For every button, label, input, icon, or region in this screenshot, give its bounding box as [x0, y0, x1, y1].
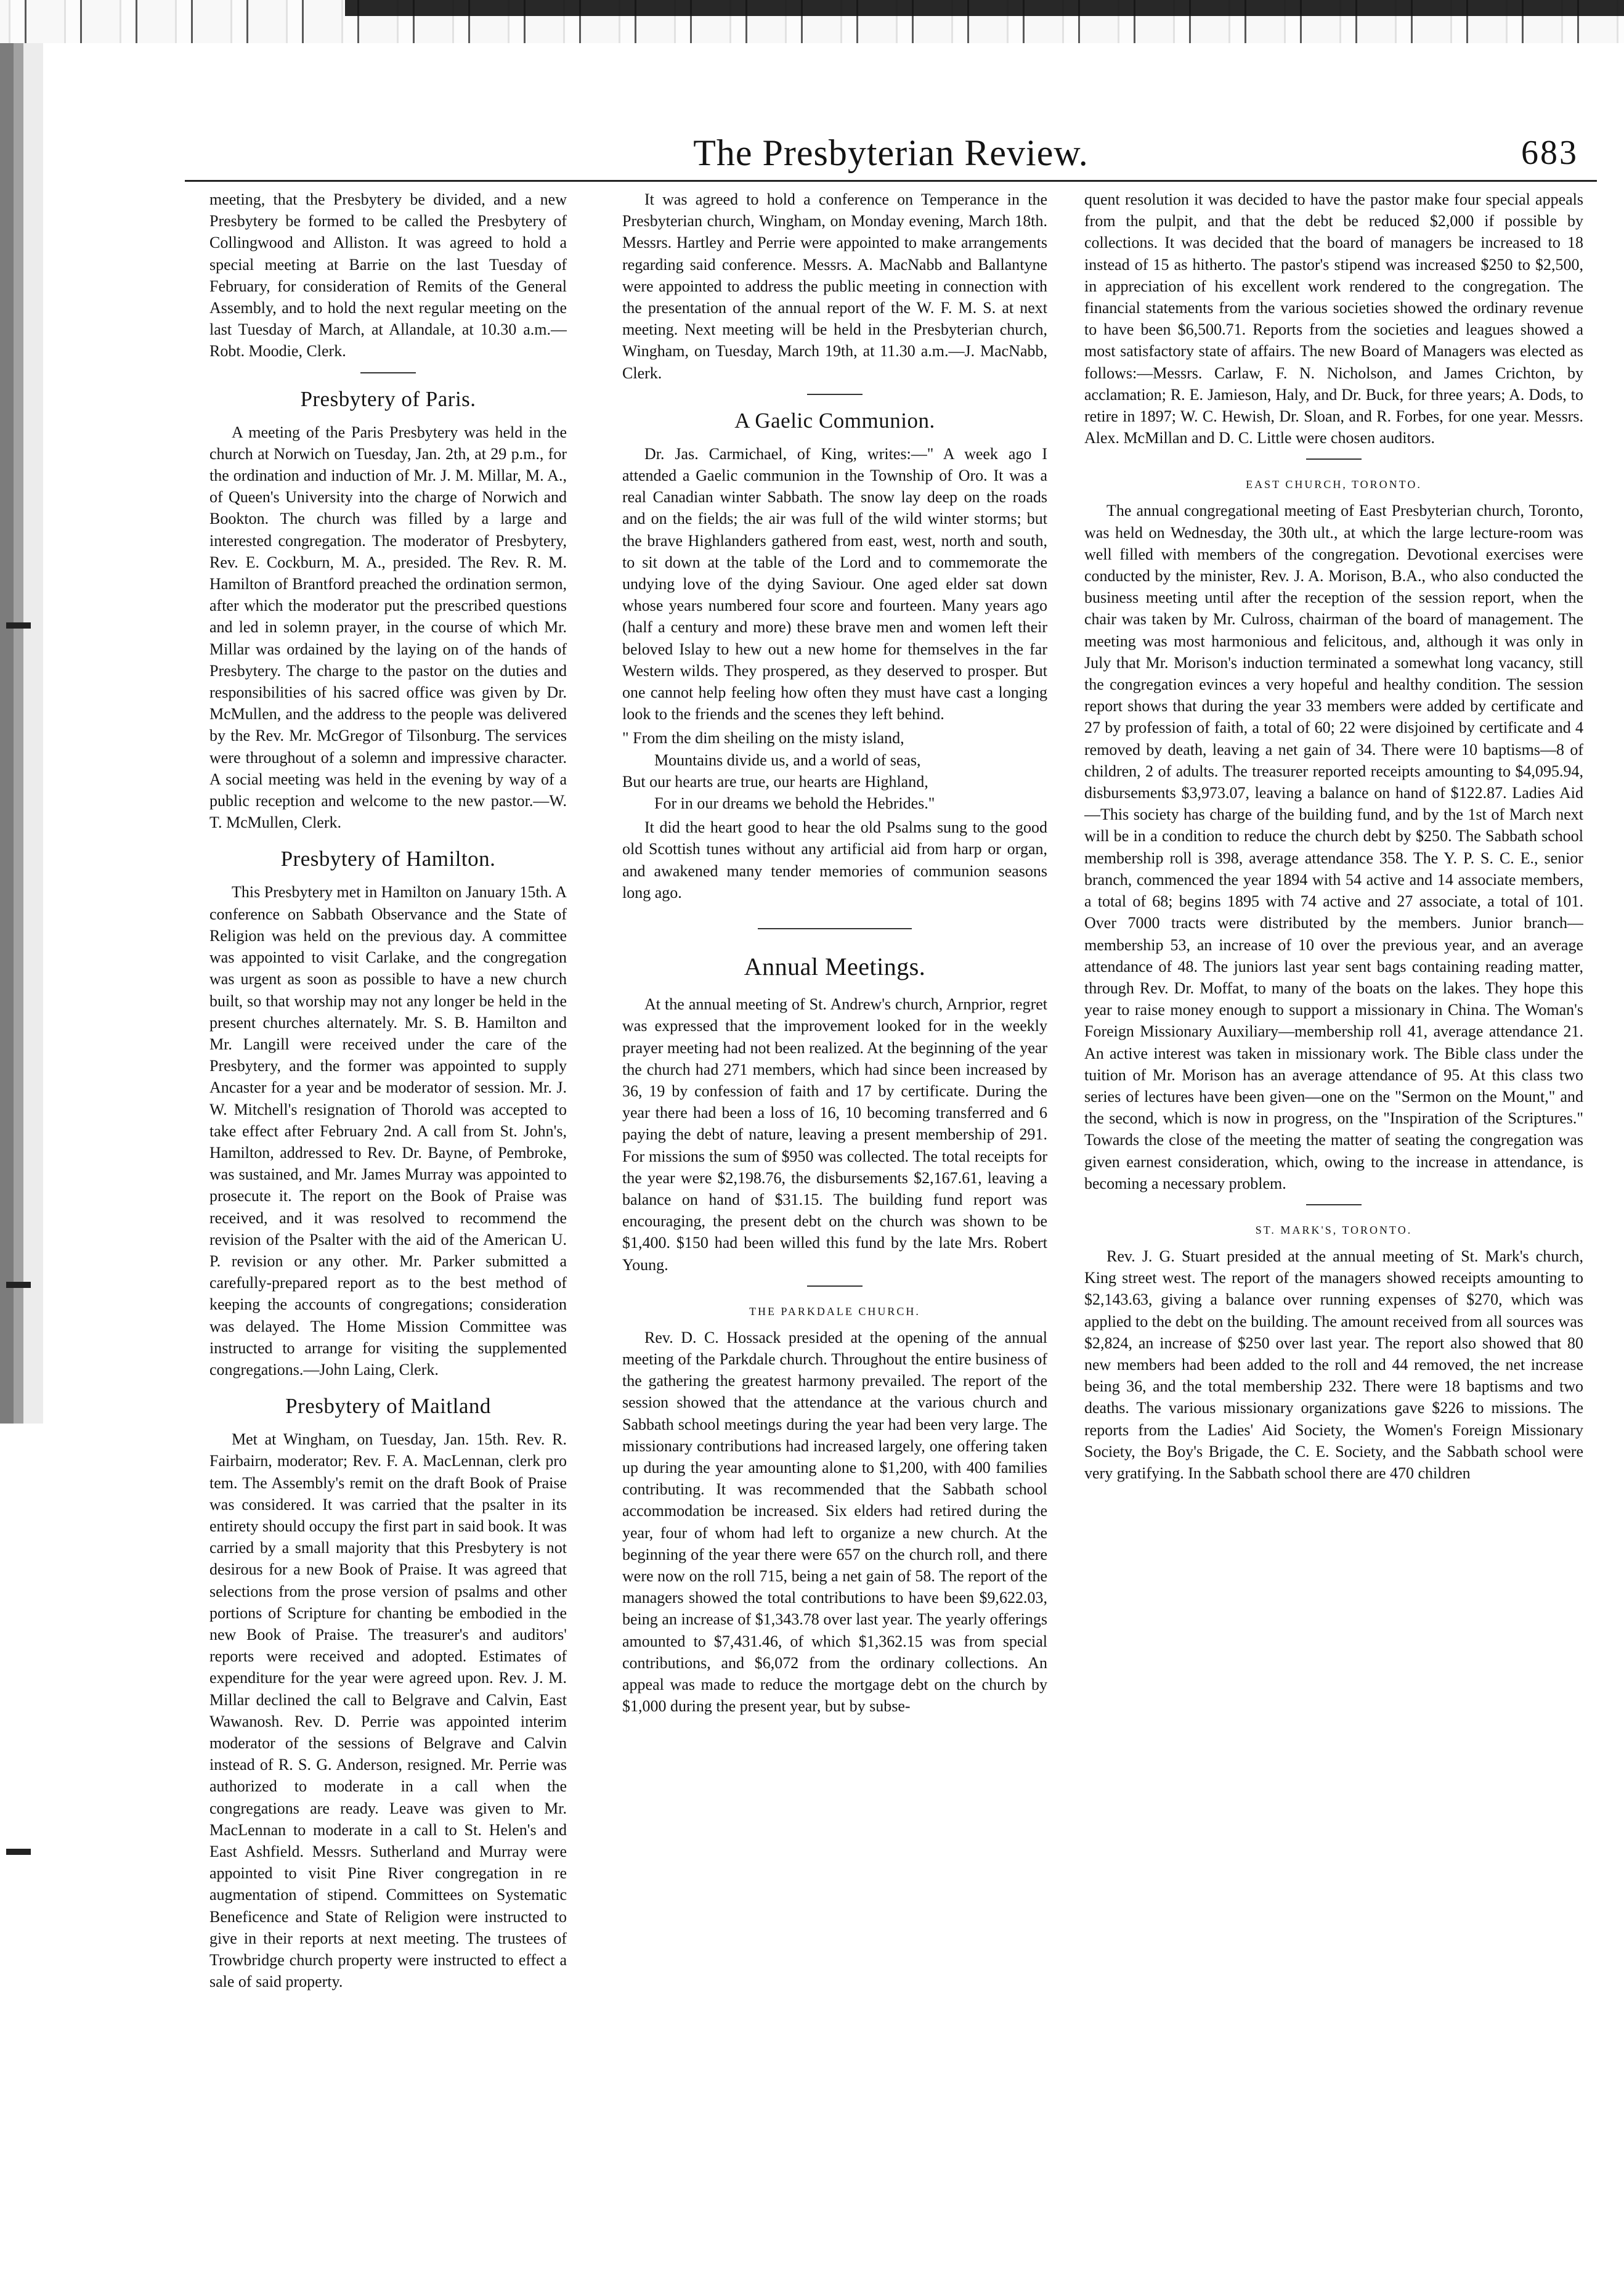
paragraph: It was agreed to hold a conference on Temperance in the Presbyterian church, Wingham, on Monday evening, March 18th. Messrs. Hartley and Perrie were appointed to make arrangements regarding said conference. Messrs. A. MacNabb and Ballantyne were appointed to address the public meeting in connection with the presentation of the annual report of the W. F. M. S. at next meeting. Next meeting will be held in the Presbyterian church, Wingham, on Tuesday, March 19th, at 11.30 a.m.—J. MacNabb, Clerk.	[622, 190, 1047, 382]
column-2	[622, 189, 1047, 2234]
poem	[622, 727, 1047, 814]
section-divider	[807, 394, 863, 395]
page-number: 683	[1521, 134, 1578, 172]
subheading-st-marks: ST. MARK'S, TORONTO.	[1255, 1223, 1413, 1236]
section-heading-annual: Annual Meetings.	[744, 953, 926, 981]
poem-line: For in our dreams we behold the Hebrides."	[654, 794, 935, 813]
section-heading-gaelic: A Gaelic Communion.	[734, 408, 935, 433]
scan-mark	[6, 622, 31, 629]
section-divider	[1306, 458, 1362, 460]
paragraph: At the annual meeting of St. Andrew's church, Arnprior, regret was expressed that the improvement looked for in the weekly prayer meeting had not been realized. At the beginning of the year the church had 271 members, which had since been increased by 36, 19 by confession of faith and 17 by certificate. During the year there had been a loss of 16, 10 becoming transferred and 6 paying the debt of nature, leaving a present membership of 291. For missions the sum of $950 was collected. The total receipts for the year were $2,198.76, the disbursements $2,167.61, leaving a balance on hand of $31.15. The building fund report was encouraging, the present debt on the church was shown to be $1,400. $150 had been willed this fund by the late Mrs. Robert Young.	[622, 995, 1047, 1274]
paragraph: Dr. Jas. Carmichael, of King, writes:—" A week ago I attended a Gaelic communion in the Township of Oro. It was a real Canadian winter Sabbath. The snow lay deep on the roads and on the fields; the air was full of the wild winter storms; but the brave Highlanders gathered from east, west, north and south, to sit down at the table of the Lord and to commemorate the undying love of the dying Saviour. One aged elder sat down whose years numbered four score and fourteen. Many years ago (half a century and more) these brave men and women left their beloved Islay to hew out a new home for themselves in the far Western wilds. They prospered, as they deserved to prosper. But one cannot help feeling how often they must have cast a longing look to the friends and the scenes they left behind.	[622, 444, 1047, 723]
section-divider	[360, 372, 416, 373]
section-heading-hamilton: Presbytery of Hamilton.	[280, 847, 496, 871]
scan-edge-band	[345, 0, 1624, 16]
column-1	[209, 189, 567, 2234]
scan-mark	[6, 1282, 31, 1288]
page-header	[185, 128, 1597, 177]
paragraph: quent resolution it was decided to have the pastor make four special appeals from the pulpit, and that the debt be reduced $2,000 if possible by collections. It was decided that the board of managers be increased to 18 instead of 15 as hitherto. The pastor's stipend was increased $250 to $2,500, in appreciation of his excellent work rendered to the congregation. The financial statements from the various societies showed the ordinary revenue to have been $6,500.71. Reports from the societies and leagues showed a most satisfactory state of affairs. The new Board of Managers was elected as follows:—Messrs. Carlaw, F. N. Nicholson, and James Crichton, by acclamation; R. E. Jamieson, Haly, and Dr. Buck, for three years; A. Dods, to retire in 1897; W. C. Hewish, Dr. Sloan, and R. Forbes, for one year. Messrs. Alex. McMillan and D. C. Little were chosen auditors.	[1084, 190, 1583, 447]
column-3	[1084, 189, 1583, 2234]
section-heading-maitland: Presbytery of Maitland	[285, 1394, 491, 1419]
header-rule	[185, 180, 1597, 182]
section-divider	[1306, 1204, 1362, 1205]
paragraph: This Presbytery met in Hamilton on January 15th. A conference on Sabbath Observance and the State of Religion was held on the previous day. A committee was appointed to visit Carlake, and the congregation was urgent as soon as possible to have a new church built, so that worship may not any longer be held in the present churches alternately. Mr. S. B. Hamilton and Mr. Langill were received under the care of the Presbytery, and the former was appointed to supply Ancaster for a year and be moderator of session. Mr. J. W. Mitchell's resignation of Thorold was accepted to take effect after February 2nd. A call from St. John's, Hamilton, addressed to Rev. Dr. Bayne, of Pembroke, was sustained, and Mr. James Murray was appointed to prosecute it. The report on the Book of Praise was received, and it was resolved to recommend the revision of the Psalter with the aid of the American U. P. revision or any other. Mr. Parker submitted a carefully-prepared report as to the best method of keeping the accounts of congregations; consideration was delayed. The Home Mission Committee was instructed to arrange for visiting the supplemented congregations.—John Laing, Clerk.	[209, 883, 567, 1379]
paragraph: A meeting of the Paris Presbytery was held in the church at Norwich on Tuesday, Jan. 2th, at 29 p.m., for the ordination and induction of Mr. J. M. Millar, M. A., of Queen's University into the charge of Norwich and Bookton. The church was filled by a large and interested congregation. The moderator of Presbytery, Rev. E. Cockburn, M. A., presided. The Rev. R. M. Hamilton of Brantford preached the ordination sermon, after which the moderator put the prescribed questions and led in solemn prayer, in the course of which Mr. Millar was ordained by the laying on of the hands of Presbytery. The charge to the pastor on the duties and responsibilities of his sacred office was given by Dr. McMullen, and the address to the people was delivered by the Rev. Mr. McGregor of Tilsonburg. The services were throughout of a solemn and impressive character. A social meeting was held in the evening by way of a public reception and welcome to the new pastor.—W. T. McMullen, Clerk.	[209, 423, 567, 832]
section-heading-paris: Presbytery of Paris.	[300, 386, 476, 411]
paragraph: It did the heart good to hear the old Psalms sung to the good old Scottish tunes without any artificial aid from harp or organ, and awakened many tender memories of communion seasons long ago.	[622, 818, 1047, 902]
scan-mark	[6, 1849, 31, 1855]
poem-line: " From the dim sheiling on the misty island,	[622, 729, 904, 748]
paragraph: The annual congregational meeting of East Presbyterian church, Toronto, was held on Wednesday, the 30th ult., at which the large lecture-room was well filled with members of the congregation. Devotional exercises were conducted by the minister, Rev. J. A. Morison, B.A., who also conducted the business meeting until after the reception of the session report, when the chair was taken by Mr. Culross, chairman of the board of management. The meeting was most harmonious and felicitous, and, although it was only in July that Mr. Morison's induction terminated a somewhat long vacancy, still the congregation evinces a very hopeful and healthy condition. The session report shows that during the year 33 members were added by certificate and 27 by profession of faith, a total of 60; 22 were disjoined by certificate and 4 removed by death, leaving a net gain of 34. There were 10 baptisms—8 of children, 2 of adults. The treasurer reported receipts amounting to $4,095.94, disbursements $3,973.07, leaving a balance on hand of $122.87. Ladies Aid—This society has charge of the building fund, and by the 1st of March next will be in a condition to reduce the church debt by $250. The Sabbath school membership roll is 398, average attendance 358. The Y. P. S. C. E., senior branch, commenced the year 1894 with 54 active and 14 associate members, a total of 68; begins 1895 with 74 active and 27 associate, a total of 101. Over 7000 tracts were distributed by the members. Junior branch—membership 53, an increase of 10 over the previous year, and an average attendance of 48. The juniors last year sent bags containing reading matter, through Rev. Dr. Moffat, to many of the boats on the lakes. They hope this year to raise money enough to support a missionary in China. The Woman's Foreign Missionary Auxiliary—membership roll 41, average attendance 21. An active interest was taken in missionary work. The Bible class under the tuition of Mr. Morison has an average attendance of 95. At this class two series of lectures have been given—one on the "Sermon on the Mount," and the second, which is now in progress, on the "Inspiration of the Scriptures." Towards the close of the meeting the matter of seating the congregation was given earnest consideration, which, owing to the increase in attendance, is becoming a necessary problem.	[1084, 502, 1583, 1192]
subheading-east-church: EAST CHURCH, TORONTO.	[1246, 478, 1422, 491]
section-divider	[807, 1285, 863, 1287]
subheading-parkdale: THE PARKDALE CHURCH.	[749, 1305, 920, 1318]
paragraph: Rev. J. G. Stuart presided at the annual meeting of St. Mark's church, King street west. The report of the managers showed receipts amounting to $2,143.63, giving a balance over running expenses of $270, which was applied to the debt on the building. The amount received from all sources was $2,824, an increase of $250 over last year. The report also showed that 80 new members had been added to the roll and 44 removed, the net increase being 36, and the total membership 232. There were 18 baptisms and two deaths. The various missionary organizations gave $226 to missions. The reports from the Ladies' Aid Society, the Women's Foreign Missionary Society, the Boy's Brigade, the C. E. Society, and the Sabbath school were very gratifying. In the Sabbath school there are 470 children	[1084, 1247, 1583, 1482]
poem-line: Mountains divide us, and a world of seas,	[654, 751, 921, 769]
page-title: The Presbyterian Review.	[693, 132, 1089, 173]
paragraph: Met at Wingham, on Tuesday, Jan. 15th. Rev. R. Fairbairn, moderator; Rev. F. A. MacLennan, clerk pro tem. The Assembly's remit on the draft Book of Praise was considered. It was carried that the psalter in its entirety should occupy the first part in said book. It was carried by a small majority that this Presbytery is not desirous for a new Book of Praise. It was agreed that selections from the prose version of psalms and other portions of Scripture for chanting be embodied in the new Book of Praise. The treasurer's and auditors' reports were received and adopted. Estimates of expenditure for the year were agreed upon. Rev. J. M. Millar declined the call to Belgrave and Calvin, East Wawanosh. Rev. D. Perrie was appointed interim moderator of the sessions of Belgrave and Calvin instead of R. S. G. Anderson, resigned. Mr. Perrie was authorized to moderate in a call when the congregations are ready. Leave was given to Mr. MacLennan to moderate in a call to St. Helen's and East Ashfield. Messrs. Sutherland and Murray were appointed to visit Pine River congregation in re augmentation of stipend. Committees on Systematic Beneficence and State of Religion were instructed to give in their reports at next meeting. The trustees of Trowbridge church property were instructed to effect a sale of said property.	[209, 1430, 567, 1991]
paragraph: meeting, that the Presbytery be divided, and a new Presbytery be formed to be called the Presbytery of Collingwood and Alliston. It was agreed to hold a special meeting at Barrie on the last Tuesday of February, for consideration of Remits of the General Assembly, and to hold the next regular meeting on the last Tuesday of March, at Allandale, at 10.30 a.m.—Robt. Moodie, Clerk.	[209, 190, 567, 361]
poem-line: But our hearts are true, our hearts are Highland,	[622, 772, 928, 791]
scan-edge-left	[0, 43, 43, 1424]
paragraph: Rev. D. C. Hossack presided at the opening of the annual meeting of the Parkdale church. Throughout the entire business of the gathering the greatest harmony prevailed. The report of the session showed that the attendance at the various church and Sabbath school meetings during the year had been very large. The missionary contributions had increased largely, one offering taken up during the year amounting alone to $1,200, with 400 families contributing. It was recommended that the Sabbath school accommodation be increased. Six elders had retired during the year, four of whom had left to organize a new church. At the beginning of the year there were 657 on the church roll, and there were now on the roll 715, being a net gain of 58. The report of the managers showed the total contributions to have been $9,622.03, being an increase of $1,343.78 over last year. The yearly offerings amounted to $7,431.46, of which $1,362.15 was from special contributions, and $6,072 from the ordinary collections. An appeal was made to reduce the mortgage debt on the church by $1,000 during the present year, but by subse-	[622, 1328, 1047, 1716]
section-divider	[758, 928, 912, 929]
